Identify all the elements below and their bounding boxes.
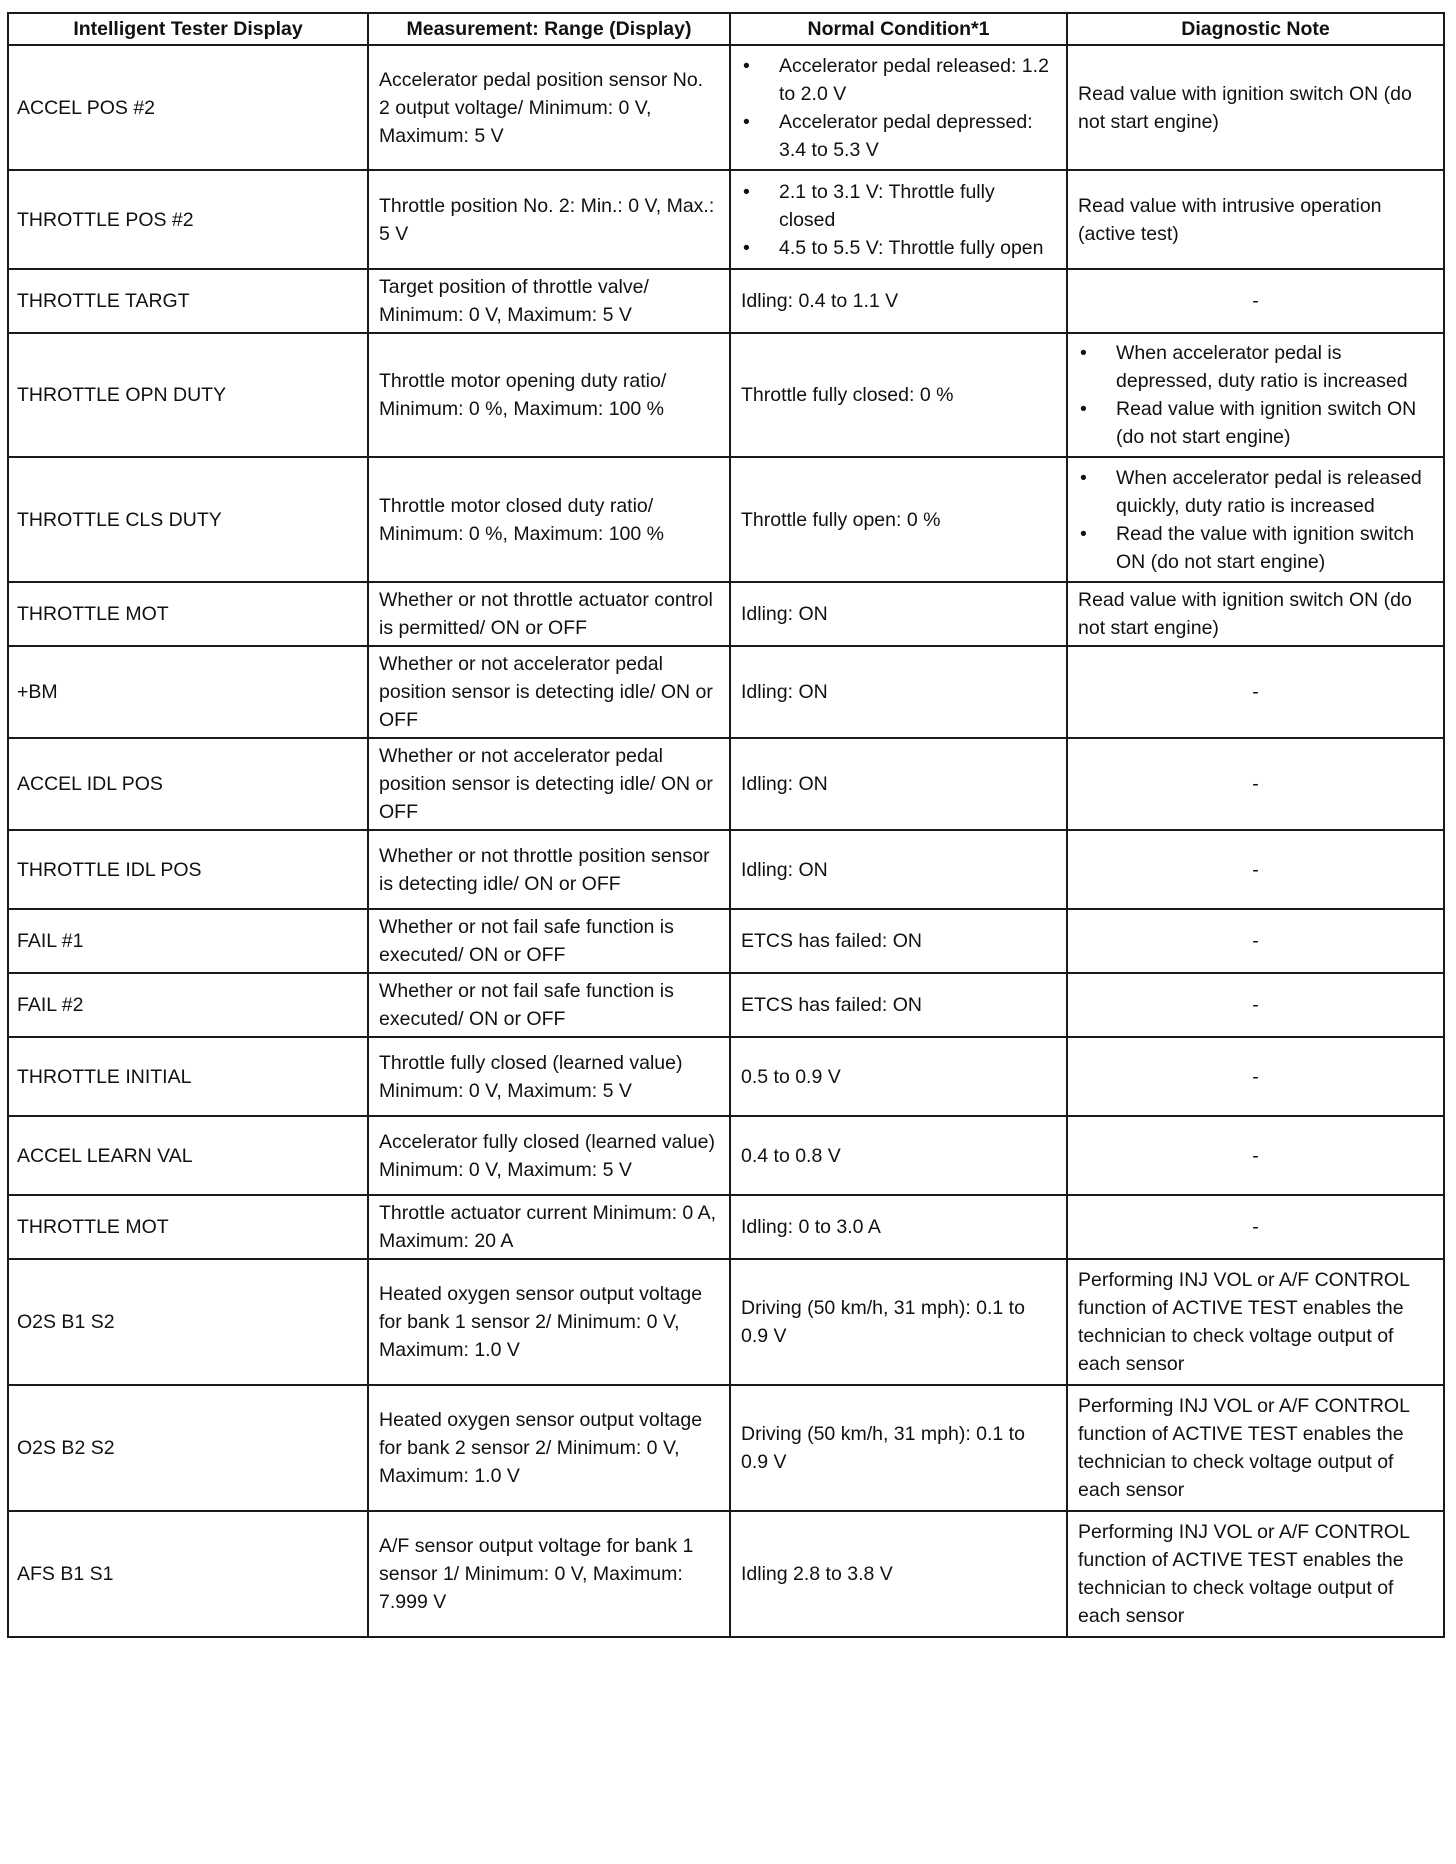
- diagnostic-note-cell: -: [1067, 738, 1444, 830]
- data-list-table-container: [7, 12, 1443, 1638]
- tester-display-cell: AFS B1 S1: [8, 1511, 368, 1637]
- diagnostic-note-cell: -: [1067, 973, 1444, 1037]
- tester-display-cell: O2S B1 S2: [8, 1259, 368, 1385]
- table-row: [8, 909, 1444, 973]
- table-row: [8, 269, 1444, 333]
- table-header-row: [8, 13, 1444, 45]
- bullet-item: • Accelerator pedal released: 1.2 to 2.0 V: [741, 52, 1056, 108]
- diagnostic-note-cell: Read value with ignition switch ON (do not start engine): [1067, 45, 1444, 170]
- table-row: [8, 830, 1444, 909]
- table-row: [8, 582, 1444, 646]
- tester-display-cell: THROTTLE IDL POS: [8, 830, 368, 909]
- bullet-item: • When accelerator pedal is released quickly, duty ratio is increased: [1078, 464, 1433, 520]
- table-row: [8, 1116, 1444, 1195]
- diagnostic-note-cell: Performing INJ VOL or A/F CONTROL function of ACTIVE TEST enables the technician to check voltage output of each sensor: [1067, 1511, 1444, 1637]
- normal-condition-cell: Idling 2.8 to 3.8 V: [730, 1511, 1067, 1637]
- diagnostic-note-cell: -: [1067, 1116, 1444, 1195]
- diagnostic-note-cell: -: [1067, 1195, 1444, 1259]
- measurement-range-cell: Accelerator fully closed (learned value) Minimum: 0 V, Maximum: 5 V: [368, 1116, 730, 1195]
- tester-display-cell: ACCEL POS #2: [8, 45, 368, 170]
- table-row: [8, 457, 1444, 582]
- measurement-range-cell: Throttle motor closed duty ratio/ Minimum: 0 %, Maximum: 100 %: [368, 457, 730, 582]
- normal-condition-cell: 0.4 to 0.8 V: [730, 1116, 1067, 1195]
- table-row: [8, 1511, 1444, 1637]
- tester-display-cell: THROTTLE TARGT: [8, 269, 368, 333]
- diagnostic-note-cell: -: [1067, 830, 1444, 909]
- table-row: [8, 1385, 1444, 1511]
- diagnostic-note-cell-list: [1078, 464, 1433, 576]
- measurement-range-cell: Whether or not accelerator pedal position sensor is detecting idle/ ON or OFF: [368, 646, 730, 738]
- table-row: [8, 646, 1444, 738]
- table-row: [8, 1259, 1444, 1385]
- diagnostic-note-cell: Performing INJ VOL or A/F CONTROL function of ACTIVE TEST enables the technician to check voltage output of each sensor: [1067, 1385, 1444, 1511]
- tester-display-cell: THROTTLE CLS DUTY: [8, 457, 368, 582]
- normal-condition-cell: Driving (50 km/h, 31 mph): 0.1 to 0.9 V: [730, 1259, 1067, 1385]
- header-measurement-range: Measurement: Range (Display): [368, 13, 730, 45]
- normal-condition-cell: Idling: ON: [730, 738, 1067, 830]
- diagnostic-note-cell-list: [1078, 339, 1433, 451]
- measurement-range-cell: Heated oxygen sensor output voltage for bank 1 sensor 2/ Minimum: 0 V, Maximum: 1.0 V: [368, 1259, 730, 1385]
- tester-display-cell: THROTTLE INITIAL: [8, 1037, 368, 1116]
- measurement-range-cell: Throttle motor opening duty ratio/ Minimum: 0 %, Maximum: 100 %: [368, 333, 730, 457]
- normal-condition-cell: ETCS has failed: ON: [730, 909, 1067, 973]
- normal-condition-cell: Idling: ON: [730, 830, 1067, 909]
- tester-display-cell: THROTTLE MOT: [8, 582, 368, 646]
- bullet-item: • When accelerator pedal is depressed, duty ratio is increased: [1078, 339, 1433, 395]
- tester-display-cell: O2S B2 S2: [8, 1385, 368, 1511]
- diagnostic-note-cell: Read value with intrusive operation (active test): [1067, 170, 1444, 269]
- table-row: [8, 45, 1444, 170]
- normal-condition-cell: Idling: ON: [730, 582, 1067, 646]
- diagnostic-note-cell: Performing INJ VOL or A/F CONTROL function of ACTIVE TEST enables the technician to check voltage output of each sensor: [1067, 1259, 1444, 1385]
- table-body: [8, 45, 1444, 1637]
- normal-condition-cell: Throttle fully closed: 0 %: [730, 333, 1067, 457]
- table-row: [8, 333, 1444, 457]
- table-row: [8, 738, 1444, 830]
- header-tester-display: Intelligent Tester Display: [8, 13, 368, 45]
- tester-display-cell: THROTTLE POS #2: [8, 170, 368, 269]
- header-normal-condition: Normal Condition*1: [730, 13, 1067, 45]
- table-row: [8, 1037, 1444, 1116]
- measurement-range-cell: Throttle position No. 2: Min.: 0 V, Max.: 5 V: [368, 170, 730, 269]
- tester-display-cell: FAIL #1: [8, 909, 368, 973]
- diagnostic-note-cell: Read value with ignition switch ON (do not start engine): [1067, 582, 1444, 646]
- normal-condition-cell: Driving (50 km/h, 31 mph): 0.1 to 0.9 V: [730, 1385, 1067, 1511]
- diagnostic-note-cell: [1067, 333, 1444, 457]
- measurement-range-cell: Whether or not throttle position sensor is detecting idle/ ON or OFF: [368, 830, 730, 909]
- diagnostic-note-cell: -: [1067, 1037, 1444, 1116]
- diagnostic-note-cell: -: [1067, 909, 1444, 973]
- normal-condition-cell-list: [741, 178, 1056, 262]
- table-row: [8, 973, 1444, 1037]
- bullet-item: • Accelerator pedal depressed: 3.4 to 5.3 V: [741, 108, 1056, 164]
- bullet-item: • 4.5 to 5.5 V: Throttle fully open: [741, 234, 1056, 262]
- data-list-table: [7, 12, 1445, 1638]
- measurement-range-cell: Target position of throttle valve/ Minimum: 0 V, Maximum: 5 V: [368, 269, 730, 333]
- bullet-item: • 2.1 to 3.1 V: Throttle fully closed: [741, 178, 1056, 234]
- tester-display-cell: FAIL #2: [8, 973, 368, 1037]
- bullet-item: • Read the value with ignition switch ON (do not start engine): [1078, 520, 1433, 576]
- normal-condition-cell: Idling: 0.4 to 1.1 V: [730, 269, 1067, 333]
- measurement-range-cell: Throttle fully closed (learned value) Minimum: 0 V, Maximum: 5 V: [368, 1037, 730, 1116]
- measurement-range-cell: A/F sensor output voltage for bank 1 sensor 1/ Minimum: 0 V, Maximum: 7.999 V: [368, 1511, 730, 1637]
- measurement-range-cell: Heated oxygen sensor output voltage for bank 2 sensor 2/ Minimum: 0 V, Maximum: 1.0 V: [368, 1385, 730, 1511]
- normal-condition-cell-list: [741, 52, 1056, 164]
- normal-condition-cell: ETCS has failed: ON: [730, 973, 1067, 1037]
- diagnostic-note-cell: -: [1067, 269, 1444, 333]
- tester-display-cell: THROTTLE OPN DUTY: [8, 333, 368, 457]
- diagnostic-note-cell: [1067, 457, 1444, 582]
- measurement-range-cell: Whether or not throttle actuator control is permitted/ ON or OFF: [368, 582, 730, 646]
- table-row: [8, 170, 1444, 269]
- normal-condition-cell: Idling: ON: [730, 646, 1067, 738]
- measurement-range-cell: Throttle actuator current Minimum: 0 A, Maximum: 20 A: [368, 1195, 730, 1259]
- table-row: [8, 1195, 1444, 1259]
- normal-condition-cell: Throttle fully open: 0 %: [730, 457, 1067, 582]
- measurement-range-cell: Accelerator pedal position sensor No. 2 output voltage/ Minimum: 0 V, Maximum: 5 V: [368, 45, 730, 170]
- normal-condition-cell: [730, 170, 1067, 269]
- measurement-range-cell: Whether or not fail safe function is executed/ ON or OFF: [368, 909, 730, 973]
- tester-display-cell: ACCEL LEARN VAL: [8, 1116, 368, 1195]
- tester-display-cell: THROTTLE MOT: [8, 1195, 368, 1259]
- tester-display-cell: ACCEL IDL POS: [8, 738, 368, 830]
- normal-condition-cell: Idling: 0 to 3.0 A: [730, 1195, 1067, 1259]
- measurement-range-cell: Whether or not fail safe function is executed/ ON or OFF: [368, 973, 730, 1037]
- normal-condition-cell: [730, 45, 1067, 170]
- tester-display-cell: +BM: [8, 646, 368, 738]
- diagnostic-note-cell: -: [1067, 646, 1444, 738]
- measurement-range-cell: Whether or not accelerator pedal position sensor is detecting idle/ ON or OFF: [368, 738, 730, 830]
- header-diagnostic-note: Diagnostic Note: [1067, 13, 1444, 45]
- bullet-item: • Read value with ignition switch ON (do not start engine): [1078, 395, 1433, 451]
- normal-condition-cell: 0.5 to 0.9 V: [730, 1037, 1067, 1116]
